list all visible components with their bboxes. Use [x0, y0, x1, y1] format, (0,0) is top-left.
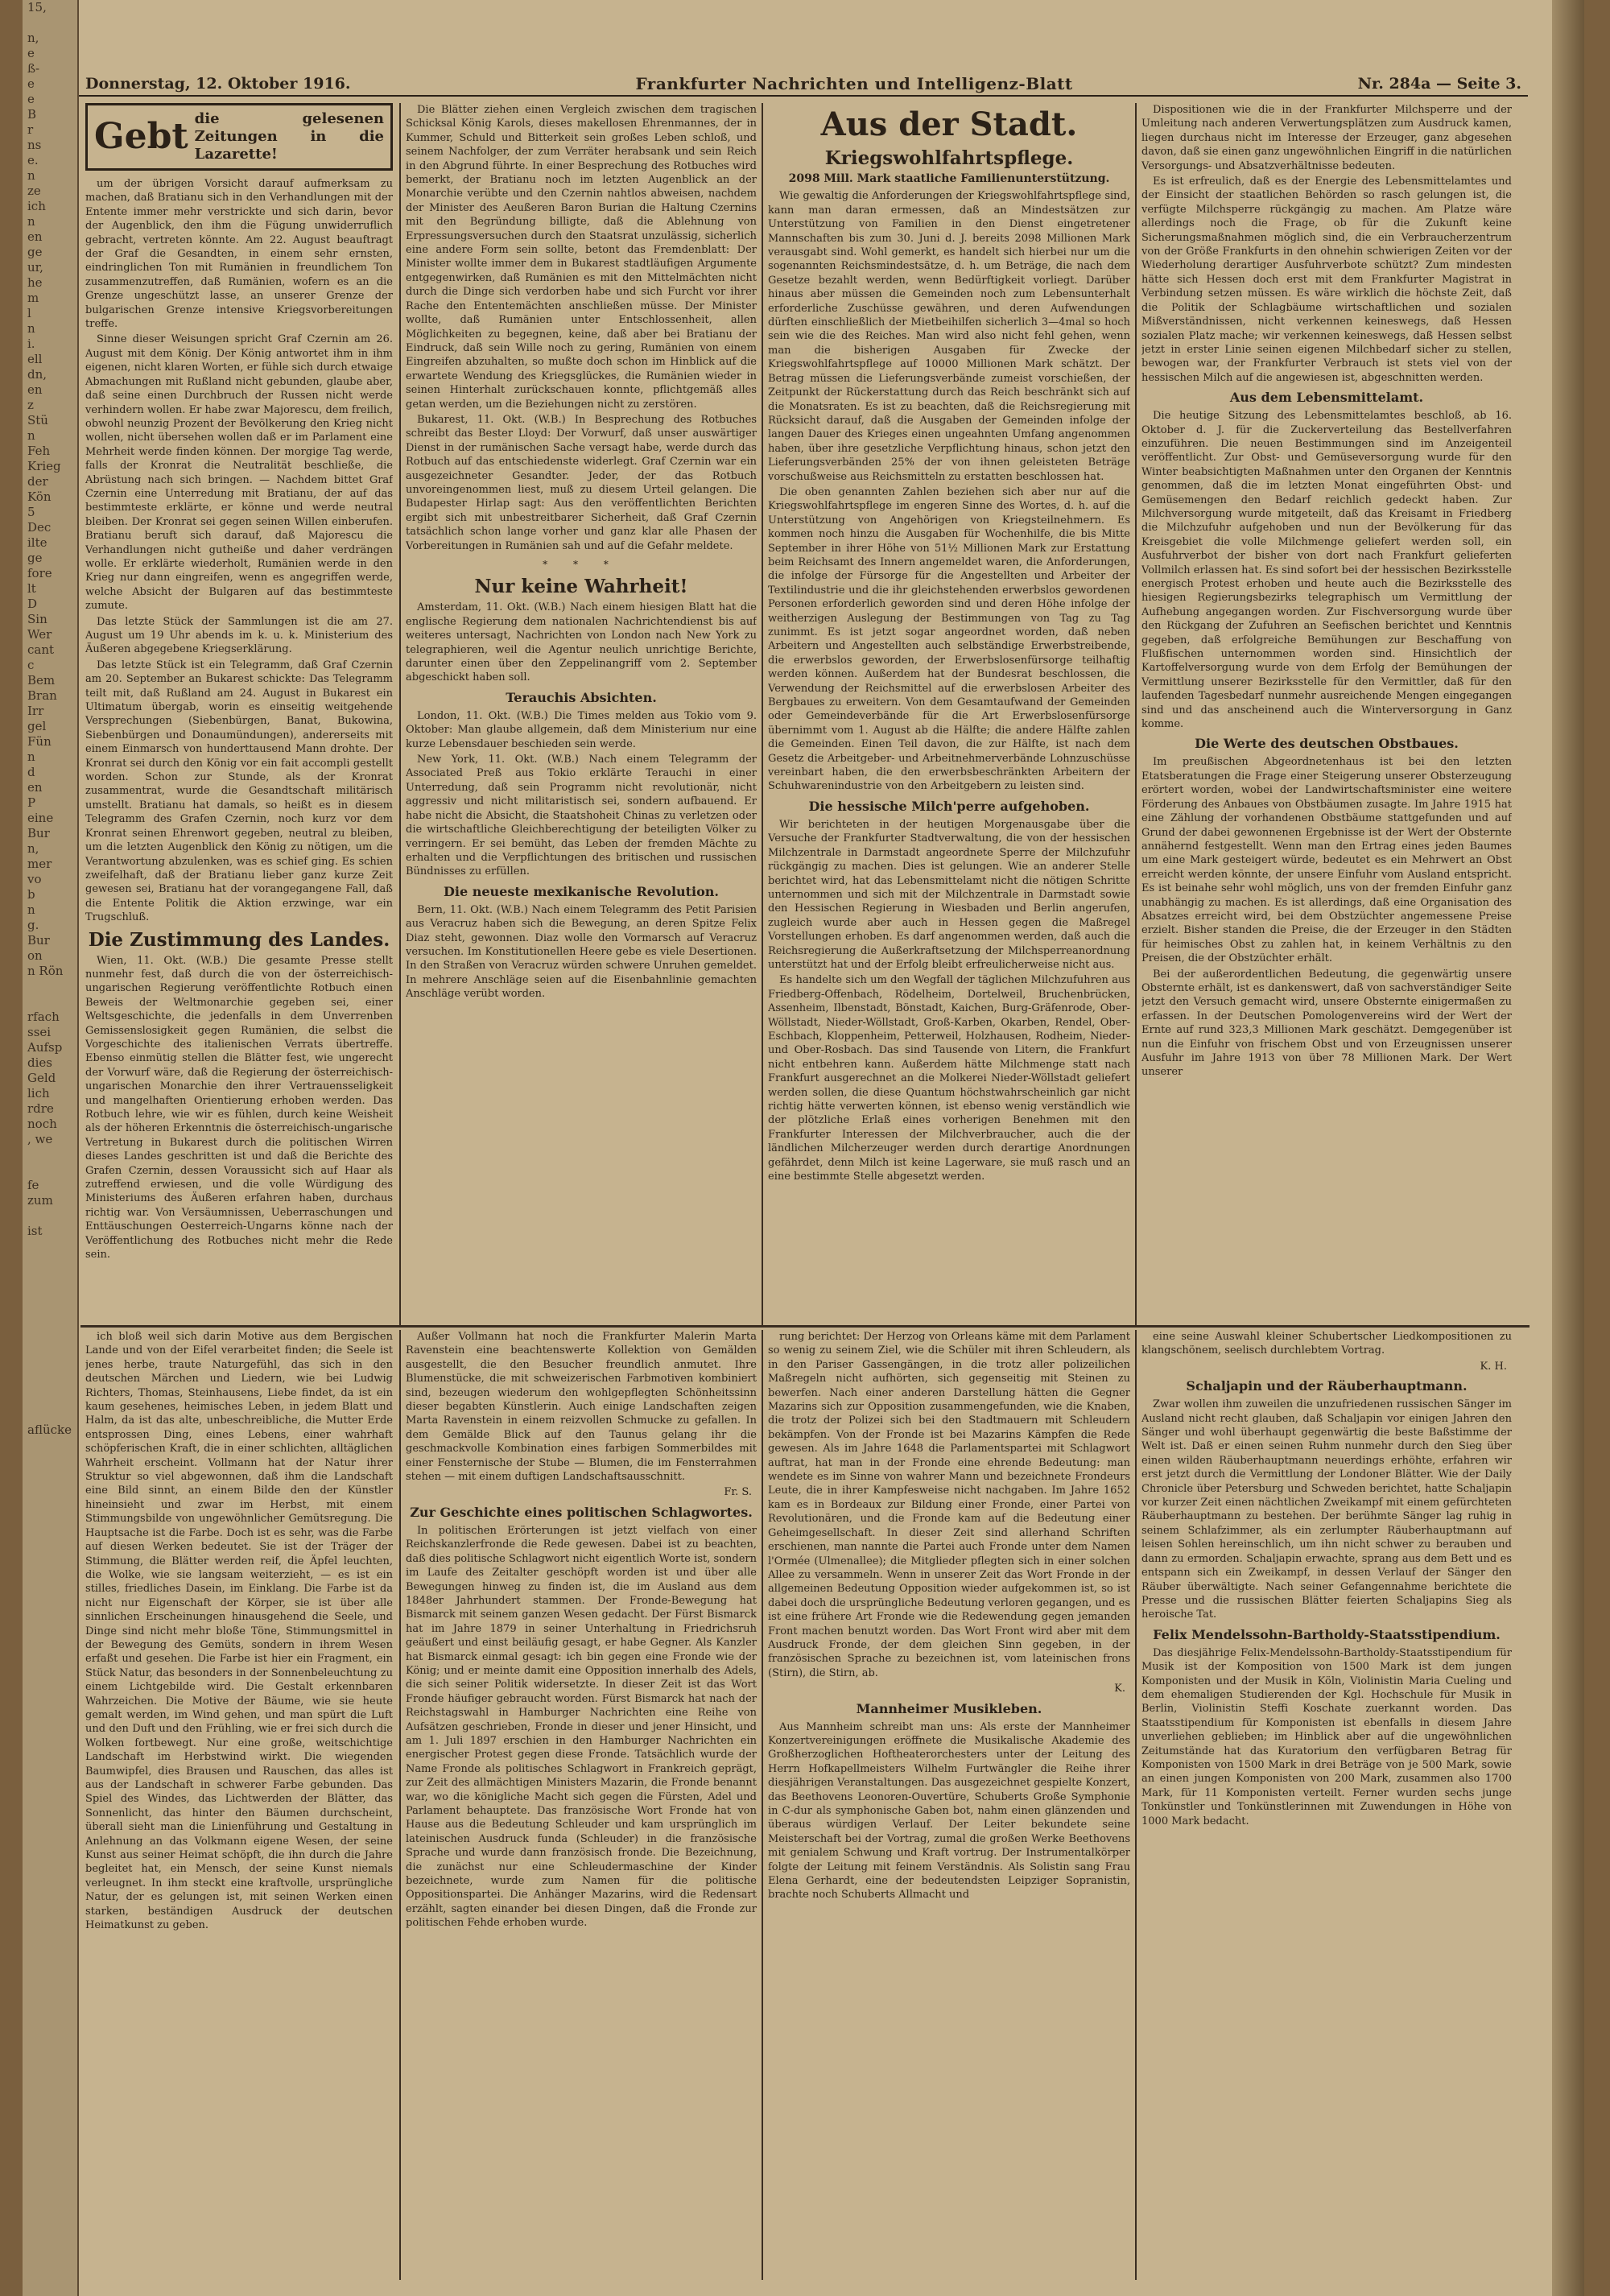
fragment-line: P: [27, 795, 36, 810]
author-signature: K. H.: [1480, 1360, 1507, 1373]
paragraph: Wir berichteten in der heutigen Morgenausgabe über die Versuche der Frankfurter Stadtverwaltung, die von der hessischen Milchzentrale in Darmstadt angeordnete Sperre der Milchzufuhr rückgängig zu machen. Dies ist gelungen. Wie an anderer Stelle berichtet wird, hat das Lebensmittelamt nicht die nötigen Schritte unternommen und sich mit der Milchzentrale in Darmstadt sowie den Hessischen Regierung in Wiesbaden und Berlin angerufen, zugleich wurde aber auch in Hessen gegen die Maßregel Vorstellungen erhoben. Es darf angenommen werden, daß auch die Reichsregierung die Außerkraftsetzung der Milchsperreanordnung unterstützt hat und der Erfolg bleibt erfreulicherweise nicht aus.: [768, 818, 1130, 971]
column-rule: [762, 1330, 763, 2280]
paragraph: Die oben genannten Zahlen beziehen sich aber nur auf die Kriegswohlfahrtspflege im engeren Sinne des Wortes, d. h. auf die Unterstützung von Angehörigen von Kriegsteilnehmern. Es kommen noch hinzu die Ausgaben für Wochenhilfe, die bis Mitte September in ihrer Höhe von 51½ Millionen Mark zur Erstattung beim Reichsamt des Innern angemeldet waren, die Anforderungen, die infolge der Fürsorge für die Angestellten und Arbeiter der Textilindustrie und die ihr gleichstehenden erwerbslos gewordenen Personen erforderlich geworden sind und deren Höhe infolge der weitherzigen Auslegung der Bestimmungen von Tag zu Tag zunimmt. Es ist jetzt sogar angeordnet worden, daß neben Arbeitern und Angestellten auch selbständige Erwerbstreibende, die erwerbslos geworden, der Erwerbslosenfürsorge teilhaftig werden können. Außerdem hat der Bundesrat beschlossen, die Verwendung der Reichsmittel auf die erwerbslosen Arbeiter des Bergbaues zu erweitern. Von dem Gesamtaufwand der Gemeinden oder Gemeindeverbände für die Art Erwerbslosenfürsorge übernimmt vom 1. August ab die Hälfte; die andere Hälfte zahlen die Gemeinden. Einen Teil davon, die zur Hälfte, ist nach dem Gesetz die Arbeitgeber- und Arbeitnehmerverbände Lohnzuschüsse vereinbart haben, die den erwerbsbeschränkten Arbeitern der Schuhwarenindustrie von den Arbeitgebern zu leisten sind.: [768, 485, 1130, 793]
fragment-line: [23, 1254, 77, 1270]
fragment-line: Kön: [27, 489, 52, 504]
paragraph: Bukarest, 11. Okt. (W.B.) In Besprechung des Rotbuches schreibt das Bester Lloyd: Der Vorwurf, daß unser auswärtiger Dienst in der rumänischen Sache versagt habe, werde durch das Rotbuch auf das entschiedenste widerlegt. Graf Czernin war ein ausgezeichneter Gesandter. Jeder, der das Rotbuch unvoreingenommen liest, muß zu diesem Urteil gelangen. Die Budapester Hirlap sagt: Aus den veröffentlichten Berichten ergibt sich mit unbestreitbarer Sicherheit, daß Graf Czernin tatsächlich schon lange vorher und ganz klar alle Phasen der Vorbereitungen in Rumänien sah und auf die Gefahr meldete.: [406, 413, 757, 552]
fragment-line: [23, 1530, 77, 1545]
article-headline: Kriegswohlfahrtspflege.: [824, 147, 1074, 169]
fragment-line: [23, 1315, 77, 1331]
fragment-line: gel: [27, 719, 47, 733]
article-body: [1141, 1398, 1512, 1622]
fragment-line: en: [27, 780, 43, 795]
fragment-line: [23, 1162, 77, 1178]
fragment-line: Aufsp: [27, 1040, 63, 1055]
article-body: [406, 1330, 757, 1484]
fragment-line: n: [27, 168, 35, 183]
paragraph: Die heutige Sitzung des Lebensmittelamtes beschloß, ab 16. Oktober d. J. für die Zuckerverteilung das Bestellverfahren einzuführen. Die neuen Bestimmungen sind im Anzeigenteil veröffentlicht. Zur Obst- und Gemüseversorgung wurde für den Winter beabsichtigten Maßnahmen unter den Organen der Kenntnis genommen, daß die im letzten Monat eingeführten Obst- und Gemüsemengen den Bedarf reichlich gedeckt haben. Zur Milchversorgung wurde mitgeteilt, daß das Kreisamt in Friedberg die Milchzufuhr aufgehoben und nun der Bevölkerung für das Kreisgebiet die volle Milchmenge geliefert werden soll, ein Ausfuhrverbot der bisher von dort nach Frankfurt gelieferten Vollmilch erlassen hat. Es sind sofort bei der hessischen Bezirksstelle energisch Protest erhoben und heute auch die Bezirksstelle des hiesigen Regierungsbezirks telegraphisch um Vermittlung der Aufhebung angegangen worden. Zur Fischversorgung wurde über den Rückgang der Zufuhren an Seefischen berichtet und Kenntnis gegeben, daß erfolgreiche Bemühungen zur Beschaffung von Flußfischen unternommen worden sind. Hinsichtlich der Kartoffelversorgung wurde von dem Erfolg der Bemühungen der Vermittlung unserer Bezirksstelle für den Vermittler, daß für den laufenden Tagesbedarf nunmehr ausreichende Mengen eingegangen sind und das anscheinend auch die Winterversorgung in Ganz komme.: [1141, 410, 1512, 731]
column-1: [85, 103, 393, 1322]
fragment-line: ß-: [27, 61, 40, 76]
fragment-line: [23, 979, 77, 994]
fragment-line: [23, 1545, 77, 1560]
fragment-line: n: [27, 428, 35, 443]
fragment-line: n: [27, 214, 35, 229]
fragment-line: Wer: [27, 627, 52, 642]
article-body: [406, 1524, 757, 1931]
column-rule: [1135, 1330, 1137, 2280]
paragraph: New York, 11. Okt. (W.B.) Nach einem Telegramm der Associated Preß aus Tokio erklärte Terauchi in einer Unterredung, daß sein Programm nicht revolutionär, nicht aggressiv und nicht militaristisch sei, sondern aufbauend. Er habe nicht die Absicht, die Staatshoheit Chinas zu verletzen oder die wirtschaftliche Gleichberechtigung der beteiligten Völker zu verringern. Er sei bemüht, das Leben der fremden Mächte zu erhalten und die Verpflichtungen des britischen und russischen Bündnisses zu erfüllen.: [406, 754, 757, 878]
column-rule: [399, 1330, 401, 2280]
fragment-line: ist: [27, 1224, 43, 1238]
article-body: [1141, 755, 1512, 1079]
page-number: Nr. 284a — Seite 3.: [1357, 75, 1521, 93]
article-headline: Felix Mendelssohn-Bartholdy-Staatsstipendium.: [1153, 1626, 1501, 1642]
fragment-line: on: [27, 948, 43, 963]
separator-stars: * * *: [543, 559, 620, 570]
article-body: [768, 818, 1130, 1184]
fragment-line: n,: [27, 31, 39, 45]
fragment-line: Krieg: [27, 459, 61, 473]
fragment-line: Geld: [27, 1071, 56, 1085]
paragraph: Die Blätter ziehen einen Vergleich zwischen dem tragischen Schicksal König Karols, dieses makellosen Ehrenmannes, der in Kummer, Schuld und Bitterkeit sein großes Leben schloß, und seinem Nachfolger, der zum Verräter herabsank und sein Reich in den Abgrund führte. In einer Besprechung des Rotbuches wird bemerkt, der Bratianu noch im letzten Augenblick an der Monarchie verübte und den Czernin nahtlos abweisen, nachdem der Minister des Aeußeren Baron Burian die Haltung Czernins mit den Begründung billigte, daß die Ablehnung von Erpressungsversuchen durch den Staatsrat unzulässig, sicherlich eine andere Form sein sollte, betont das Fremdenblatt: Der Minister wollte immer dem in Bukarest stadtläufigen Argumente entgegenwirken, daß Rumänien es mit den Mittelmächten nicht durch die Dinge sich verdorben habe und sich Furcht vor ihrer Rache den Ententemächten anschließen müsse. Der Minister wollte, daß Rumänien unter Entschlossenheit, allen Möglichkeiten zu begegnen, keine, daß aber bei Bratianu der Eindruck, daß sein Wille noch zu gering, Rumänien von einem Eingreifen abzuhalten, so mußte doch schon im Hinblick auf die erwartete Wendung des Kriegsglückes, die Rumänien wieder in seinen Hinterhalt zurückschauen konnte, pflichtgemäß alles getan werden, um die Beziehungen nicht zu zerstören.: [406, 104, 757, 411]
article-headline: Aus dem Lebensmittelamt.: [1229, 390, 1424, 406]
fragment-line: b: [27, 887, 35, 902]
fragment-line: [23, 1377, 77, 1392]
fragment-line: g.: [27, 918, 39, 932]
fragment-line: [23, 1346, 77, 1361]
article-body: [85, 177, 393, 925]
fragment-line: [23, 1484, 77, 1499]
author-signature: Fr. S.: [724, 1486, 752, 1499]
paragraph: London, 11. Okt. (W.B.) Die Times melden aus Tokio vom 9. Oktober: Man glaube allgemein, daß dem Ministerium nur eine kurze Lebensdauer beschieden sein werde.: [406, 709, 757, 750]
fragment-line: fore: [27, 566, 52, 580]
fragment-line: , we: [27, 1132, 53, 1146]
fragment-line: [23, 1300, 77, 1315]
page-header: [79, 72, 1528, 97]
article-body: [768, 1720, 1130, 1902]
fragment-line: [23, 1407, 77, 1423]
fragment-line: n Rön: [27, 964, 64, 978]
paragraph: rung berichtet: Der Herzog von Orleans käme mit dem Parlament so wenig zu seinem Ziel, wie die Schüler mit ihren Schleudern, als in den Pariser Gassengängen, in die trotz aller polizeilichen Maßregeln nicht aufhörten, sich gegenseitig mit Steinen zu bewerfen. Nach einer anderen Darstellung hätten die Gegner Mazarins sich zur Opposition zusammengefunden, wie die Knaben, die trotz der Polizei sich bei den Stadtmauern mit Schleudern bekämpfen. Von der Fronde ist bei Mazarins Kämpfen die Rede gewesen. Als im Jahre 1648 die Parlamentspartei mit Schlagwort auftrat, hat man in der Fronde eine ehrende Bedeutung: man wendete es im Sinne von wahrer Mann und bezeichnete Frondeurs Leute, die in ihrer Kampfesweise nicht nachgaben. Im Jahre 1652 kam es in Bordeaux zur Bildung einer Fronde, einer Partei von Revolutionären, und die Fronde kam auf die Bedeutung einer Geheimgesellschaft. In dieser Zeit sind allerhand Schriften erschienen, man nannte die Partei auch Fronde unter dem Namen l'Ormée (Ulmenallee); die Mitglieder pflegten sich in einer solchen Allee zu versammeln. Wenn in unserer Zeit das Wort Fronde in der allgemeinen Bedeutung Opposition wieder aufgekommen ist, so ist dabei doch die ursprüngliche Bedeutung verloren gegangen, und es ist eine frühere Art Fronde wie die Redewendung gegen jemanden Front machen benutzt worden. Das Wort Front wird aber mit dem Ausdruck Fronde, der dem gleichen Sinn gegeben, in der französischen Sprache zu bezeichnen ist, vom lateinischen frons (Stirn), die Stirn, ab.: [768, 1331, 1130, 1679]
fragment-line: rfach: [27, 1010, 60, 1024]
paragraph: Amsterdam, 11. Okt. (W.B.) Nach einem hiesigen Blatt hat die englische Regierung dem nationalen Nachrichtendienst bis auf weiteres untersagt, Nachrichten von London nach New York zu telegraphieren, weil die Agentur neulich unrichtige Berichte, darunter einen über den Zeppelinangriff vom 2. September abgeschickt haben soll.: [406, 601, 757, 684]
article-body: [406, 103, 757, 553]
paragraph: um der übrigen Vorsicht darauf aufmerksam zu machen, daß Bratianu sich in den Verhandlungen mit der Entente immer mehr verstrickte und sich darin, bevor der Augenblick, den ihm die Fügung unwiderruflich gebracht, vertreten könnte. Am 22. August beauftragt der Graf die Gesandten, in einem sehr ernsten, eindringlichen Ton mit Rumänien in freundlichem Ton zusammenzutreffen, daß Rumänien, wofern es an die Grenze ungeschützt lasse, an unserer Grenze der bulgarischen Grenze intensive Kriegsvorbereitungen treffe.: [85, 178, 393, 331]
fragment-line: Bem: [27, 673, 56, 688]
fragment-line: [23, 1514, 77, 1530]
article-headline: Terauchis Absichten.: [506, 689, 657, 705]
article-body: [768, 1330, 1130, 1680]
fragment-line: vo: [27, 872, 42, 886]
notice-text: die gelesenen Zeitungen in die Lazarette!: [194, 110, 384, 163]
fragment-line: [23, 1392, 77, 1407]
newspaper-page: [23, 0, 1584, 2296]
article-headline: Die neueste mexikanische Revolution.: [444, 883, 719, 899]
fragment-line: Bran: [27, 688, 57, 703]
paragraph: Es ist erfreulich, daß es der Energie des Lebensmittelamtes und der Einsicht der staatlichen Behörden so rasch gelungen ist, die verfügte Milchsperre rückgängig zu machen. Am Platze wäre allerdings noch die Frage, ob für die Zukunft keine Sicherungsmaßnahmen möglich sind, die ein Verbraucherzentrum von der Größe Frankfurts in den ohnehin schwierigen Zeiten vor der Wiederholung derartiger Ausfuhrverbote schützt? Zum mindesten hätte sich Hessen doch erst mit dem Frankfurter Magistrat in Verbindung setzen müssen. Es wäre wirklich die höchste Zeit, daß die Politik der Schlagbäume wirtschaftlichen und sozialen Mißverständnissen, nicht verkennen keineswegs, daß Hessen sozialen Platz mache; wir verkennen keineswegs, daß Hessen selbst jetzt in erster Linie seinen eigenen Milchbedarf sicher zu stellen, bewogen war, der Frankfurter Verbrauch ist stets viel von der hessischen Milch auf die angewiesen ist, abgeschnitten werden.: [1141, 176, 1512, 384]
fragment-line: [23, 1468, 77, 1484]
fragment-line: Bur: [27, 933, 50, 948]
article-headline: Zur Geschichte eines politischen Schlagwortes.: [410, 1504, 753, 1520]
article-headline: Nur keine Wahrheit!: [474, 576, 688, 598]
fragment-line: ge: [27, 551, 43, 565]
fragment-line: Irr: [27, 704, 44, 718]
fragment-line: Bur: [27, 826, 50, 840]
fragment-line: [23, 1270, 77, 1285]
fragment-line: [23, 994, 77, 1010]
fragment-line: zum: [27, 1193, 53, 1208]
fragment-line: e: [27, 46, 35, 60]
fragment-line: en: [27, 229, 43, 244]
fragment-line: B: [27, 107, 37, 122]
fragment-line: 15,: [27, 0, 47, 14]
article-body: [768, 189, 1130, 793]
fragment-line: Stü: [27, 413, 48, 427]
fragment-line: eine: [27, 811, 54, 825]
article-body: [406, 601, 757, 684]
fragment-line: i.: [27, 337, 35, 351]
section-title: Aus der Stadt.: [820, 105, 1078, 143]
paragraph: ich bloß weil sich darin Motive aus dem Bergischen Lande und von der Eifel verarbeitet finden; die Seele ist jenes herbe, traute Naturgefühl, das sich in den deutschen Märchen und Liedern, wie bei Ludwig Richters, Thomas, Steinhausens, Liebe findet, da ist ein kaum gesehenes, heimisches Leben, in jedem Blatt und Halm, da ist das alte, unbeschreibliche, die Mutter Erde entsprossen Ding, eines Lebens, einer wahrhaft schöpferischen Kraft, die in einer schlichten, alltäglichen Wahrheit erscheint. Vollmann hat der Natur ihrer Struktur so viel abgewonnen, daß ihm die Landschaft eine Bild sinnt, an einem Bilde den der Künstler hineinsieht und zwar im Herbst, mit einem Stimmungsbilde von ungewöhnlicher Gemütsregung. Die Hauptsache ist die Farbe. Doch ist es sehr, was die Farbe auf diesen Werken bedeutet. Sie ist der Träger der Stimmung, die Blätter werden reif, die Äpfel leuchten, die Wolke, wie sie langsam weiterzieht, — es ist ein stilles, friedliches Dasein, im Einklang. Die Farbe ist da nicht nur Eigenschaft der Körper, sie ist über alle sinnlichen Erscheinungen hinausgehend die Seele, und Dinge sind nicht mehr bloße Töne, Stimmungsmittel in der Bewegung des Gemüts, sondern in ihrem Wesen erfaßt und gesehen. Die Farbe ist hier ein Fragment, ein Stück Natur, das besonders in der Sonnenbeleuchtung zu einem Lichtgebilde wird. Die Gestalt erkennbaren Wahrzeichen. Die Motive der Bäume, wie sie heute gemalt werden, im Wind gehen, und man spürt die Luft und den Duft und den Frühling, wie er frei sich durch die Wolken fortbewegt. Nur eine große, weitschichtige Landschaft im Herbstwind wirkt. Die wiegenden Baumwipfel, dies Brausen und Rauschen, das alles ist aus der Landschaft in schwerer Farbe gebunden. Das Spiel des Windes, das Lichtwerden der Blätter, das Sonnenlicht, das hinter den Bäumen durchscheint, überall sieht man die Linienführung und Gestaltung in Anlehnung an das Volkmann eigene Wesen, der seine Kunst aus seiner Heimat schöpft, die ihn durch die Jahre begleitet hat, ein Mensch, der seine Kunst niemals verleugnet. In ihm steckt eine kraftvolle, ursprüngliche Natur, der es gelungen ist, mit seinen Werken einen starken, beständigen Ausdruck der deutschen Heimatkunst zu geben.: [85, 1331, 393, 1932]
fragment-line: [23, 1499, 77, 1514]
fragment-line: dies: [27, 1055, 52, 1070]
header-date: Donnerstag, 12. Oktober 1916.: [85, 75, 351, 93]
fragment-line: ns: [27, 138, 42, 152]
adjacent-page-fragment: [23, 0, 79, 2296]
article-body: [406, 903, 757, 1001]
paragraph: Außer Vollmann hat noch die Frankfurter Malerin Marta Ravenstein eine beachtenswerte Kollektion von Gemälden ausgestellt, die den Besucher freundlich anmutet. Ihre Blumenstücke, die mit schweizerischen Farbmotiven kombiniert sind, bezeugen wiederum den wohlgepflegten Schönheitssinn dieser begabten Künstlerin. Auch einige Landschaften zeigen Marta Ravenstein in einem reizvollen Schmucke zu gefallen. In dem Gemälde Blick auf den Taunus gelang ihr die geschmackvolle Kombination eines farbigen Sommerbildes mit einer Fensternische der Stube — Blumen, die im Fensterrahmen stehen — mit einem duftigen Landschaftsausschnitt.: [406, 1331, 757, 1484]
article-headline: Schaljapin und der Räuberhauptmann.: [1186, 1378, 1468, 1394]
paragraph: Sinne dieser Weisungen spricht Graf Czernin am 26. August mit dem König. Der König antwortet ihm in ihm eigenen, nicht klaren Worten, er fühle sich durch etwaige Abmachungen mit Rußland nicht gebunden, glaube aber, daß seine einen Durchbruch der Russen nicht werde verhindern wollen. Er habe zwar Majorescu, dem freilich, obwohl neunzig Prozent der Bevölkerung den Krieg nicht wollen, nicht übersehen wollen daß er im Parlament eine Mehrheit werde finden können. Der morgige Tag werde, falls der Kronrat die Neutralität beschließe, die Abrüstung nach sich bringen. — Nachdem bittet Graf Czernin eine Unterredung mit Bratianu, der auf das bestimmteste erklärte, er könne und werde neutral bleiben. Der Kronrat sei gegen seinen Willen einberufen. Bratianu beruft sich darauf, daß Majorescu die Verhandlungen nicht gutheiße und daher verdrängen wolle. Er erklärte wiederholt, Rumänien werde in den Krieg nur dann eingreifen, wenn es angegriffen werde, welche Absicht der Bulgaren auf das bestimmteste zumute.: [85, 333, 393, 613]
column-3: [768, 103, 1130, 1322]
column-2: [406, 103, 757, 1322]
fragment-line: ze: [27, 184, 41, 198]
fragment-line: ur,: [27, 260, 43, 275]
fragment-line: ich: [27, 199, 46, 213]
column-rule: [1135, 103, 1137, 1325]
fragment-line: n: [27, 750, 35, 764]
article-body: [85, 1330, 393, 1932]
masthead: Frankfurter Nachrichten und Intelligenz-Blatt: [635, 74, 1073, 93]
paragraph: Zwar wollen ihm zuweilen die unzufriedenen russischen Sänger im Ausland nicht recht glauben, daß Schaljapin vor einigen Jahren den Sänger und wohl überhaupt gegenwärtig die beste Baßstimme der Welt ist. Daß er einen seinen Ruhm nunmehr durch den Sieg über einen wilden Räuberhauptmann neuerdings erhöhte, erfahren wir erst jetzt durch die Vermittlung der Londoner Blätter. Wie der Daily Chronicle über Petersburg und Schweden berichtet, hatte Schaljapin vor kurzer Zeit einen nächtlichen Zweikampf mit einem gefürchteten Räuberhauptmann zu bestehen. Der berühmte Sänger lag ruhig in seinem Schlafzimmer, als ein zerlumpter Räuberhauptmann auf leisen Sohlen hereinschlich, um ihn nicht schwer zu berauben und dann zu ermorden. Schaljapin erwachte, sprang aus dem Bett und es entspann sich ein Zweikampf, in dessen Verlauf der Sänger den Räuber überwältigte. Nach seiner Gefangennahme berichtete die Presse und die russischen Blätter feierten Schaljapins Sieg als heroische Tat.: [1141, 1398, 1512, 1621]
fragment-line: der: [27, 474, 48, 489]
article-body: [1141, 103, 1512, 385]
fragment-line: cant: [27, 642, 55, 657]
fragment-line: [23, 1147, 77, 1162]
article-headline: Die Werte des deutschen Obstbaues.: [1195, 736, 1459, 752]
fragment-line: lich: [27, 1086, 50, 1101]
fragment-line: ell: [27, 352, 43, 366]
fragment-line: [23, 1361, 77, 1377]
fragment-line: mer: [27, 857, 52, 871]
fragment-line: Sin: [27, 612, 47, 626]
fragment-line: l: [27, 306, 31, 320]
fragment-line: m: [27, 291, 39, 305]
paragraph: Das letzte Stück der Sammlungen ist die am 27. August um 19 Uhr abends im k. u. k. Ministerium des Äußeren abgegebene Kriegserklärung.: [85, 615, 393, 656]
paragraph: Dispositionen wie die in der Frankfurter Milchsperre und der Umleitung nach anderen Verwertungsplätzen zum Ausdruck kamen, liegen durchaus nicht im Interesse der Erzeuger, ganz abgesehen davon, daß sie einen ganz ungewöhnlichen Eingriff in die natürlichen Versorgungs- und Absatzverhältnisse bedeuten.: [1141, 104, 1512, 172]
column-rule: [762, 103, 763, 1325]
fragment-line: en: [27, 382, 43, 397]
notice-big-word: Gebt: [94, 116, 188, 157]
article-body: [1141, 1646, 1512, 1828]
paragraph: eine seine Auswahl kleiner Schubertscher Liedkompositionen zu klangschönem, seelisch durchlebtem Vortrag.: [1141, 1331, 1512, 1357]
fragment-line: ge: [27, 245, 43, 259]
fragment-line: noch: [27, 1117, 57, 1131]
feuilleton-column-3: [768, 1330, 1130, 2277]
fragment-line: rdre: [27, 1101, 54, 1116]
fragment-line: e: [27, 92, 35, 106]
fragment-line: lt: [27, 581, 36, 596]
column-4: [1141, 103, 1512, 1322]
paragraph: Wie gewaltig die Anforderungen der Kriegswohlfahrtspflege sind, kann man daran ermessen, daß an Mindestsätzen zur Unterstützung von Familien in den Dienst eingetretener Mannschaften bis zum 30. Juni d. J. bereits 2098 Millionen Mark verausgabt sind. Wohl gemerkt, es handelt sich hierbei nur um die sogenannten Reichsmindestsätze, d. h. um Beträge, die nach dem Gesetze bezahlt werden, wenn Bedürftigkeit vorliegt. Darüber hinaus aber müssen die Gemeinden noch zum Lebensunterhalt erforderliche Zuschüsse gewähren, und deren Aufwendungen dürften einschließlich der Mietbeihilfen sicherlich 3—4mal so hoch sein wie die des Reiches. Man wird also nicht fehl gehen, wenn man die bisherigen Ausgaben für Zwecke der Kriegswohlfahrtspflege auf 10000 Millionen Mark schätzt. Der Betrag müssen die Lieferungsverbände zumeist vorschießen, der Zeitpunkt der Rückerstattung durch das Reich beschränkt sich auf die Monatsraten. Es ist zu beachten, daß die Reichsregierung mit Rücksicht darauf, daß die Ausgaben der Gemeinden infolge der langen Dauer des Krieges einen ungeahnten Umfang angenommen haben, über ihre gesetzliche Verpflichtung hinaus, schon jetzt den Lieferungsverbänden 25% der von ihnen geleisteten Beträge vorschußweise aus Reichsmitteln zu erstatten beschlossen hat.: [768, 190, 1130, 483]
fragment-line: [23, 15, 77, 31]
paragraph: Aus Mannheim schreibt man uns: Als erste der Mannheimer Konzertvereinigungen eröffnete die Musikalische Akademie des Großherzoglichen Hoftheaterorchesters unter der Leitung des Herrn Hofkapellmeisters Wilhelm Furtwängler die Reihe ihrer diesjährigen Veranstaltungen. Das ausgezeichnet gespielte Konzert, das Beethovens Leonoren-Ouvertüre, Schuberts Große Symphonie in C-dur als symphonische Gaben bot, nahm einen glänzenden und überaus würdigen Verlauf. Der Leiter bekundete seine Meisterschaft bei der Vortrag, zumal die großen Werke Beethovens mit genialem Schwung und Kraft vortrug. Der Instrumentalkörper folgte der Leitung mit feinem Verständnis. Als Solistin sang Frau Elena Gerhardt, eine der bedeutendsten Leipziger Sopranistin, brachte noch Schuberts Allmacht und: [768, 1720, 1130, 1902]
fragment-line: D: [27, 597, 38, 611]
article-headline: Die hessische Milch'perre aufgehoben.: [808, 798, 1090, 814]
fragment-line: [23, 1453, 77, 1468]
fragment-line: [23, 1331, 77, 1346]
fragment-line: dn,: [27, 367, 47, 382]
lazarett-notice: [85, 103, 393, 171]
fragment-line: e.: [27, 153, 39, 167]
paragraph: Im preußischen Abgeordnetenhaus ist bei den letzten Etatsberatungen die Frage einer Steigerung unserer Obsterzeugung erörtert worden, wobei der Landwirtschaftsminister eine weitere Förderung des Anbaues von Obstbäumen zusagte. Im Jahre 1915 hat eine Zählung der vorhandenen Obstbäume stattgefunden und auf Grund der dabei gewonnenen Ergebnisse ist der Wert der Obsternte annähernd festgestellt. Wenn man den Ertrag eines jeden Baumes um eine Mark gesteigert würde, bedeutet es ein Mehrwert an Obst erreicht werden könnte, der unsere Einfuhr vom Ausland entspricht. Es ist beinahe sehr wohl möglich, uns von der fremden Einfuhr ganz unabhängig zu machen. Es ist allerdings, daß eine Organisation des Absatzes erreicht wird, bei dem Obstzüchter angemessene Preise erzielt. Bisher standen die Preise, die der Erzeuger in den Städten für heimisches Obst zu zahlen hat, in keinem Verhältnis zu den Preisen, die der Obstzüchter erhält.: [1141, 756, 1512, 965]
fragment-line: r: [27, 122, 34, 137]
fragment-line: 5: [27, 505, 35, 519]
section-rule: [80, 1325, 1530, 1328]
fragment-line: aflücke: [27, 1423, 72, 1437]
fragment-line: Dec: [27, 520, 52, 535]
article-body: [1141, 409, 1512, 731]
page-edge: [1552, 0, 1584, 2296]
fragment-line: e: [27, 76, 35, 91]
article-headline: Die Zustimmung des Landes.: [88, 928, 390, 951]
fragment-line: [23, 1208, 77, 1224]
author-signature: K.: [1114, 1683, 1125, 1695]
fragment-line: he: [27, 275, 43, 290]
fragment-line: d: [27, 765, 35, 779]
fragment-line: n,: [27, 841, 39, 856]
paragraph: Das letzte Stück ist ein Telegramm, daß Graf Czernin am 20. September an Bukarest schickte: Das Telegramm teilt mit, daß Rußland am 24. August in Bukarest ein Ultimatum übergab, worin es einseitig weitgehende Versprechungen (Siebenbürgen, Banat, Bukowina, Siebenbürgen und Donaumündungen), andererseits mit einem Einmarsch von hunderttausend Mann drohte. Der Kronrat sei durch den König vor ein fait accompli gestellt worden. Schon zur Stunde, als der Kronrat zusammentrat, wurde die Gesandtschaft militärisch umstellt. Bratianu hat damals, so heißt es in diesem Telegramm des Grafen Czernin, noch kurz vor dem Kronrat seinen Ehrenwort gegeben, neutral zu bleiben, um die letzten Augenblick den König zu nötigen, um die Verantwortung abzulenken, was es schief ging. Es schien zweifelhaft, daß der Bratianu lieber ganz kurze Zeit gewesen sei, Bratianu hat der vorangegangene Fall, daß die Entente Politik die Aktion erzwinge, war ein Trugschluß.: [85, 659, 393, 924]
fragment-line: ilte: [27, 535, 47, 550]
fragment-line: fe: [27, 1178, 39, 1192]
fragment-line: ssei: [27, 1025, 52, 1039]
fragment-line: [23, 1285, 77, 1300]
column-rule: [399, 103, 401, 1325]
fragment-line: c: [27, 658, 35, 672]
fragment-line: [23, 1239, 77, 1254]
fragment-line: [23, 1560, 77, 1575]
paragraph: Bern, 11. Okt. (W.B.) Nach einem Telegramm des Petit Parisien aus Veracruz haben sich die Bewegung, an deren Spitze Felix Diaz steht, gewonnen. Diaz wolle den Vormarsch auf Veracruz versuchen. Im Konstitutionellen Heere gebe es viele Desertionen. In den Straßen von Veracruz würden schwere Unruhen gemeldet. In mehrere Anschläge seien auf die Eisenbahnlinie gemachten Anschläge verübt worden.: [406, 903, 757, 1001]
feuilleton-column-4: [1141, 1330, 1512, 2277]
fragment-line: Feh: [27, 444, 51, 458]
paragraph: Es handelte sich um den Wegfall der täglichen Milchzufuhren aus Friedberg-Offenbach, Rödelheim, Dortelweil, Bruchenbrücken, Assenheim, Ilbenstadt, Bönstadt, Kaichen, Burg-Gräfenrode, Ober-Wöllstadt, Nieder-Wöllstadt, Groß-Karben, Okarben, Rendel, Ober-Eschbach, Kloppenheim, Petterweil, Holzhausen, Rodheim, Nieder- und Ober-Rosbach. Das sind Tausende von Litern, die Frankfurt nicht entbehren kann. Außerdem hätte Milchmenge statt nach Frankfurt ausgerechnet an die Molkerei Nieder-Wöllstadt geliefert werden sollen, die diese Quantum höchstwahrscheinlich gar nicht richtig hätte verwerten können, ist ebenso wenig verständlich wie der plötzliche Erlaß eines vorherigen Benehmen mit den Frankfurter Interessen der Milchverbraucher, auch die der ländlichen Milcherzeuger werden durch derartige Anordnungen gefährdet, denn Milch ist keine Lagerware, sie muß rasch und an eine bestimmte Stelle abgesetzt werden.: [768, 974, 1130, 1183]
paragraph: Das diesjährige Felix-Mendelssohn-Bartholdy-Staatsstipendium für Musik ist der Komposition von 1500 Mark ist dem jungen Komponisten und der Musik in Köln, Violinistin Maria Cueling und dem ehemaligen Studierenden der Kgl. Hochschule für Musik in Berlin, Violinistin Steffi Koschate zuerkannt worden. Das Staatsstipendium für Komponisten ist ebenfalls in diesem Jahre unverliehen geblieben; im Hinblick aber auf die ungewöhnlichen Zeitumstände hat das Kuratorium den verfügbaren Betrag für Komponisten von 1500 Mark in drei Beträge von je 500 Mark, sowie an einen jungen Komponisten von 200 Mark, zusammen also 1700 Mark, für 11 Komponisten verteilt. Ferner wurden sechs junge Tonkünstler und Tonkünstlerinnen mit Zuwendungen in Höhe von 1000 Mark bedacht.: [1141, 1646, 1512, 1827]
fragment-line: n: [27, 902, 35, 917]
article-body: [406, 709, 757, 879]
fragment-line: n: [27, 321, 35, 336]
article-body: [1141, 1330, 1512, 1358]
paragraph: Wien, 11. Okt. (W.B.) Die gesamte Presse stellt nunmehr fest, daß durch die von der österreichisch-ungarischen Regierung veröffentlichte Rotbuch einen Beweis der Weltmonarchie gegeben sei, einer Weltsgeschichte, die jedenfalls in dem Unverrenben Gemissenslosigkeit gegen Rumänien, die selbst die Vorgeschichte des italienischen Verrats übertreffe. Ebenso einmütig stellen die Blätter fest, wie ungerecht der Vorwurf wäre, daß die Regierung der österreichisch-ungarischen Monarchie den ihrer Vertrauensseligkeit und mangelhaften Orientierung erhoben werden. Das Rotbuch lehre, wie wir es fühlen, durch keine Weisheit als der höheren Erkenntnis die österreichisch-ungarische Vertretung in Bukarest durch die politischen Wirren dieses Landes geschritten ist und daß die Berichte des Grafen Czernin, dessen Voraussicht sich auf Haar als zutreffend erwiesen, und die volle Würdigung des Ministeriums des Äußeren erfahren haben, durchaus richtig war. Von Versäumnissen, Ueberraschungen und Enttäuschungen Oesterreich-Ungarns könne nach der Veröffentlichung des Rotbuches nicht mehr die Rede sein.: [85, 954, 393, 1262]
feuilleton-column-1: [85, 1330, 393, 2277]
article-headline: Mannheimer Musikleben.: [856, 1700, 1042, 1716]
paragraph: In politischen Erörterungen ist jetzt vielfach von einer Reichskanzlerfronde die Rede gewesen. Dabei ist zu beachten, daß dies politische Schlagwort nicht eigentlich Worte ist, sondern im Laufe des Zeitalter geschöpft worden ist und über alle Bewegungen hinweg zu finden ist, die im Ausland aus dem 1848er Jahrhundert stammen. Der Fronde-Bewegung hat Bismarck mit seinem ganzen Wesen gedacht. Der Fürst Bismarck hat im Jahre 1879 in seiner Unterhaltung in Friedrichsruh geäußert und einst beiläufig gesagt, er habe Gegner. Als Kanzler hat Bismarck einmal gesagt: ich bin gegen eine Fronde wie der König; und er meinte damit eine Opposition innerhalb des Adels, die sich seiner Politik widersetzte. In dieser Zeit ist das Wort Fronde häufiger gebraucht worden. Fürst Bismarck hat nach der Reichstagswahl in Hamburger Nachrichten eine Reihe von Aufsätzen geschrieben, Fronde in dieser und jener Hinsicht, und am 1. Juli 1897 erschien in den Hamburger Nachrichten ein energischer Protest gegen diese Fronde. Tatsächlich wurde der Name Fronde als politisches Schlagwort in Frankreich geprägt, zur Zeit des allmächtigen Ministers Mazarin, die Fronde benannt war, wo die königliche Macht sich gegen die Fürsten, Adel und Parlament behauptete. Das französische Wort Fronde hat von Hause aus die Bedeutung Schleuder und kam ursprünglich im lateinischen Ausdruck funda (Schleuder) in die französische Sprache und wurde dann französisch fronde. Die Bezeichnung, die zunächst nur eine Schleudermaschine der Kinder bezeichnete, wurde zum Namen für die politische Oppositionspartei. Die Anhänger Mazarins, wird die Redensart erzählt, sagten einander bei diesen Dingen, daß die Fronde zur politischen Fehde erhoben wurde.: [406, 1524, 757, 1930]
article-body: [85, 954, 393, 1262]
article-subheadline: 2098 Mill. Mark staatliche Familienunterstützung.: [788, 172, 1110, 185]
fragment-line: [23, 1438, 77, 1453]
feuilleton-column-2: [406, 1330, 757, 2277]
paragraph: Bei der außerordentlichen Bedeutung, die gegenwärtig unsere Obsternte erhält, ist es dankenswert, daß von sachverständiger Seite jetzt den Versuch gemacht wird, unsere Obsternte einigermaßen zu erfassen. In der Deutschen Pomologenvereins wird der Wert der Ernte auf rund 323,3 Millionen Mark geschätzt. Demgegenüber ist nun die Einfuhr von frischem Obst und von Erzeugnissen unserer Ausfuhr im Jahre 1913 von über 78 Millionen Mark. Der Wert unserer: [1141, 968, 1512, 1079]
fragment-line: Fün: [27, 734, 52, 749]
fragment-line: z: [27, 398, 34, 412]
